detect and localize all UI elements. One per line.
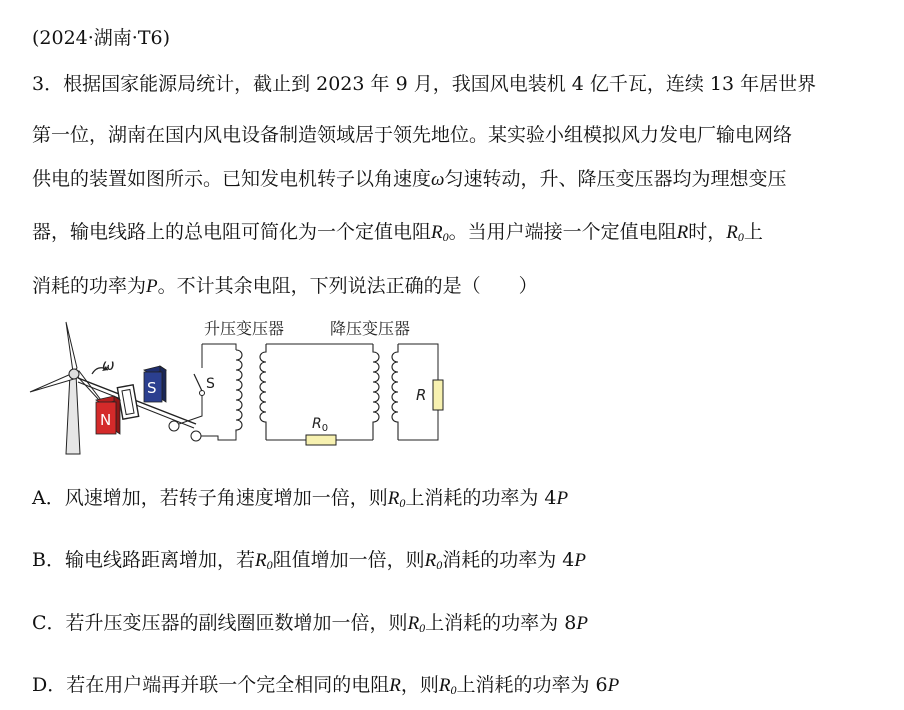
p-symbol: P (146, 276, 158, 297)
question-line-3 (32, 167, 786, 192)
r0-symbol: $R_0$ (387, 488, 406, 510)
r-symbol: R (676, 222, 689, 243)
step-down-primary-coil (373, 344, 379, 440)
option-letter: C． (32, 612, 66, 634)
step-up-transformer-label: 升压变压器 (204, 319, 285, 338)
resistor-r (433, 380, 443, 410)
question-text-4d: 上 (743, 221, 763, 243)
r0-symbol: $R_0$ (438, 675, 457, 697)
p-symbol: P (556, 488, 569, 509)
circuit-figure (28, 316, 448, 461)
r-label: R (416, 386, 427, 404)
question-text-3b: 匀速转动，升、降压变压器均为理想变压 (444, 168, 787, 190)
source-label: (2024·湖南·T6) (32, 27, 171, 49)
step-up-primary-coil (236, 350, 242, 432)
question-text-4b: 。当用户端接一个定值电阻 (448, 221, 677, 243)
step-up-secondary-coil (260, 344, 266, 440)
question-line-2: 第一位，湖南在国内风电设备制造领域居于领先地位。某实验小组模拟风力发电厂输电网络 (32, 124, 793, 146)
switch-s (194, 374, 202, 391)
r0-symbol: $R_0$ (726, 222, 744, 244)
p-symbol: P (574, 550, 586, 571)
r0-symbol: $R_0$ (424, 550, 443, 572)
slip-ring-icon (191, 431, 201, 441)
n-magnet-label: N (100, 411, 112, 429)
option-d[interactable]: D．若在用户端再并联一个完全相同的电阻R，则$R_0$上消耗的功率为 6P (32, 674, 620, 697)
question-text-4c: 时， (688, 221, 727, 243)
option-b[interactable]: B．输电线路距离增加，若$R_0$阻值增加一倍，则$R_0$消耗的功率为 4P (32, 549, 586, 572)
s-magnet (144, 366, 166, 402)
question-text-1: 根据国家能源局统计，截止到 2023 年 9 月，我国风电装机 4 亿千瓦，连续 13 年居世界 (63, 73, 817, 95)
n-magnet (96, 396, 120, 434)
r0-symbol: $R_0$ (407, 613, 426, 635)
option-letter: B． (32, 549, 65, 571)
resistor-r0 (306, 435, 336, 445)
question-line-5 (32, 274, 538, 299)
question-text-5b: 。不计其余电阻，下列说法正确的是（ ） (157, 275, 538, 297)
s-magnet-label: S (147, 379, 157, 397)
omega-symbol: ω (431, 169, 445, 190)
question-text-3a: 供电的装置如图所示。已知发电机转子以角速度 (32, 168, 432, 190)
r-symbol: R (389, 675, 401, 696)
slip-ring-icon (169, 421, 179, 431)
question-line-1 (32, 72, 816, 96)
question-line-4 (32, 220, 763, 249)
omega-label: ω (102, 356, 115, 374)
option-a[interactable]: A．风速增加，若转子角速度增加一倍，则$R_0$上消耗的功率为 4P (32, 487, 569, 510)
question-text-5a: 消耗的功率为 (32, 275, 147, 297)
question-text-4a: 器，输电线路上的总电阻可简化为一个定值电阻 (32, 221, 432, 243)
r0-symbol: $R_0$ (431, 222, 449, 244)
option-c[interactable]: C．若升压变压器的副线圈匝数增加一倍，则$R_0$上消耗的功率为 8P (32, 612, 588, 635)
question-number: 3． (32, 73, 64, 95)
p-symbol: P (607, 675, 620, 696)
option-letter: A． (32, 487, 65, 509)
switch-contact (200, 391, 205, 396)
r0-symbol: $R_0$ (254, 550, 273, 572)
step-down-transformer-label: 降压变压器 (330, 319, 411, 338)
step-down-secondary-coil (392, 344, 398, 440)
switch-label: S (206, 376, 215, 392)
r0-label: $R_0$ (312, 416, 329, 434)
option-letter: D． (32, 674, 67, 696)
p-symbol: P (576, 613, 588, 634)
